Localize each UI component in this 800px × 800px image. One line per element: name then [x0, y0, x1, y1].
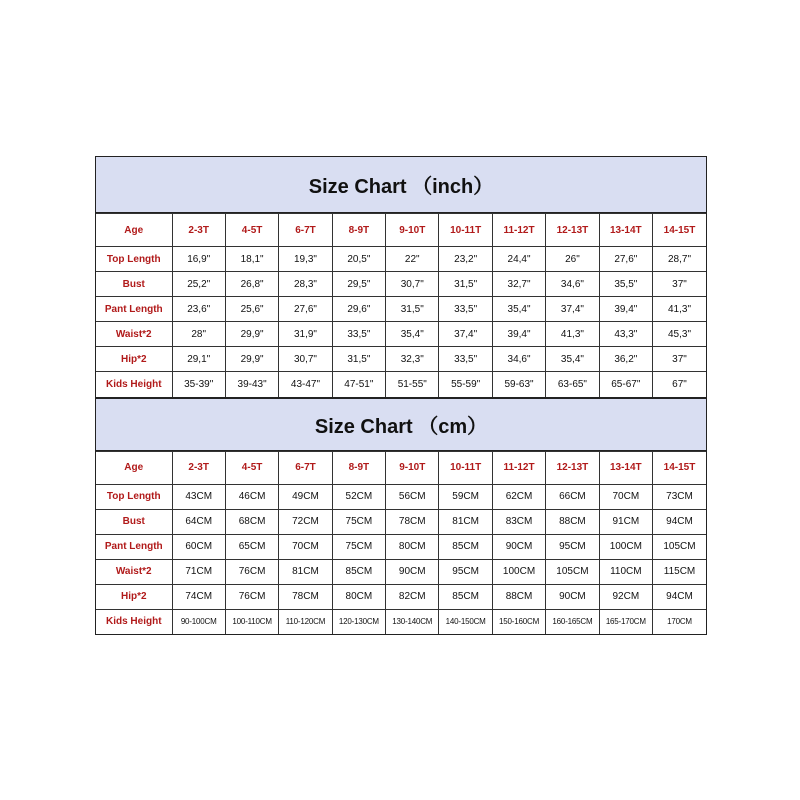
measurement-cell: 68CM [225, 509, 278, 534]
measurement-cell: 81CM [439, 509, 492, 534]
measurement-cell: 76CM [225, 559, 278, 584]
measurement-cell: 90CM [386, 559, 439, 584]
measurement-cell: 22" [386, 247, 439, 272]
measurement-cell: 25,6" [225, 297, 278, 322]
measurement-cell: 71CM [172, 559, 225, 584]
measurement-cell: 90CM [546, 584, 599, 609]
measurement-cell: 35-39" [172, 372, 225, 397]
measurement-cell: 39-43" [225, 372, 278, 397]
measurement-cell: 43,3" [599, 322, 652, 347]
table-row [96, 484, 706, 509]
size-header-cell: 14-15T [653, 214, 706, 247]
measurement-cell: 30,7" [279, 347, 332, 372]
measurement-cell: 65-67" [599, 372, 652, 397]
table-row [96, 372, 706, 397]
measurement-cell: 65CM [225, 534, 278, 559]
row-label-cell: Hip*2 [96, 584, 172, 609]
measurement-cell: 94CM [653, 584, 706, 609]
table-row [96, 584, 706, 609]
size-header-cell: 12-13T [546, 214, 599, 247]
measurement-cell: 18,1" [225, 247, 278, 272]
measurement-cell: 100CM [599, 534, 652, 559]
measurement-cell: 100CM [492, 559, 545, 584]
measurement-cell: 140-150CM [439, 609, 492, 634]
measurement-cell: 26" [546, 247, 599, 272]
measurement-cell: 75CM [332, 509, 385, 534]
measurement-cell: 28,7" [653, 247, 706, 272]
measurement-cell: 32,7" [492, 272, 545, 297]
measurement-cell: 100-110CM [225, 609, 278, 634]
measurement-cell: 27,6" [599, 247, 652, 272]
measurement-cell: 94CM [653, 509, 706, 534]
measurement-cell: 110CM [599, 559, 652, 584]
measurement-cell: 95CM [546, 534, 599, 559]
measurement-cell: 19,3" [279, 247, 332, 272]
measurement-cell: 39,4" [492, 322, 545, 347]
size-header-cell: 10-11T [439, 451, 492, 484]
measurement-cell: 170CM [653, 609, 706, 634]
measurement-cell: 66CM [546, 484, 599, 509]
measurement-cell: 37,4" [439, 322, 492, 347]
measurement-cell: 105CM [653, 534, 706, 559]
measurement-cell: 27,6" [279, 297, 332, 322]
measurement-cell: 41,3" [653, 297, 706, 322]
measurement-cell: 82CM [386, 584, 439, 609]
measurement-cell: 35,4" [492, 297, 545, 322]
measurement-cell: 62CM [492, 484, 545, 509]
size-header-cell: 13-14T [599, 214, 652, 247]
measurement-cell: 56CM [386, 484, 439, 509]
measurement-cell: 88CM [492, 584, 545, 609]
table-row [96, 347, 706, 372]
measurement-cell: 51-55" [386, 372, 439, 397]
measurement-cell: 88CM [546, 509, 599, 534]
measurement-cell: 43CM [172, 484, 225, 509]
measurement-cell: 25,2" [172, 272, 225, 297]
measurement-cell: 24,4" [492, 247, 545, 272]
measurement-cell: 30,7" [386, 272, 439, 297]
size-header-cell: 12-13T [546, 451, 599, 484]
measurement-cell: 39,4" [599, 297, 652, 322]
measurement-cell: 29,9" [225, 347, 278, 372]
measurement-cell: 120-130CM [332, 609, 385, 634]
row-label-cell: Pant Length [96, 297, 172, 322]
measurement-cell: 37,4" [546, 297, 599, 322]
measurement-cell: 90CM [492, 534, 545, 559]
age-header-cell: Age [96, 214, 172, 247]
measurement-cell: 83CM [492, 509, 545, 534]
measurement-cell: 55-59" [439, 372, 492, 397]
measurement-cell: 75CM [332, 534, 385, 559]
measurement-cell: 52CM [332, 484, 385, 509]
measurement-cell: 29,1" [172, 347, 225, 372]
measurement-cell: 150-160CM [492, 609, 545, 634]
size-header-cell: 2-3T [172, 214, 225, 247]
measurement-cell: 76CM [225, 584, 278, 609]
measurement-cell: 31,5" [332, 347, 385, 372]
age-header-cell: Age [96, 451, 172, 484]
inch-chart-title: Size Chart （inch） [96, 157, 706, 213]
row-label-cell: Kids Height [96, 609, 172, 634]
measurement-cell: 64CM [172, 509, 225, 534]
measurement-cell: 23,6" [172, 297, 225, 322]
measurement-cell: 72CM [279, 509, 332, 534]
measurement-cell: 63-65" [546, 372, 599, 397]
measurement-cell: 80CM [332, 584, 385, 609]
measurement-cell: 29,6" [332, 297, 385, 322]
cm-header-row [96, 451, 706, 484]
measurement-cell: 20,5" [332, 247, 385, 272]
measurement-cell: 37" [653, 347, 706, 372]
measurement-cell: 90-100CM [172, 609, 225, 634]
table-row [96, 609, 706, 634]
measurement-cell: 74CM [172, 584, 225, 609]
measurement-cell: 85CM [439, 584, 492, 609]
measurement-cell: 34,6" [546, 272, 599, 297]
measurement-cell: 31,9" [279, 322, 332, 347]
cm-chart-title: Size Chart （cm） [96, 397, 706, 451]
measurement-cell: 92CM [599, 584, 652, 609]
measurement-cell: 45,3" [653, 322, 706, 347]
measurement-cell: 59CM [439, 484, 492, 509]
size-header-cell: 6-7T [279, 214, 332, 247]
table-row [96, 534, 706, 559]
size-header-cell: 9-10T [386, 214, 439, 247]
measurement-cell: 46CM [225, 484, 278, 509]
measurement-cell: 31,5" [439, 272, 492, 297]
measurement-cell: 33,5" [439, 347, 492, 372]
row-label-cell: Pant Length [96, 534, 172, 559]
size-header-cell: 10-11T [439, 214, 492, 247]
size-chart-document [95, 156, 707, 635]
table-row [96, 322, 706, 347]
size-header-cell: 11-12T [492, 451, 545, 484]
size-header-cell: 8-9T [332, 214, 385, 247]
table-row [96, 247, 706, 272]
measurement-cell: 70CM [279, 534, 332, 559]
size-header-cell: 11-12T [492, 214, 545, 247]
row-label-cell: Kids Height [96, 372, 172, 397]
measurement-cell: 91CM [599, 509, 652, 534]
measurement-cell: 31,5" [386, 297, 439, 322]
size-header-cell: 4-5T [225, 214, 278, 247]
measurement-cell: 36,2" [599, 347, 652, 372]
size-header-cell: 6-7T [279, 451, 332, 484]
row-label-cell: Bust [96, 509, 172, 534]
measurement-cell: 37" [653, 272, 706, 297]
measurement-cell: 60CM [172, 534, 225, 559]
cm-size-table [96, 451, 706, 635]
measurement-cell: 73CM [653, 484, 706, 509]
size-header-cell: 13-14T [599, 451, 652, 484]
size-header-cell: 14-15T [653, 451, 706, 484]
measurement-cell: 110-120CM [279, 609, 332, 634]
measurement-cell: 105CM [546, 559, 599, 584]
measurement-cell: 33,5" [332, 322, 385, 347]
measurement-cell: 43-47" [279, 372, 332, 397]
measurement-cell: 28" [172, 322, 225, 347]
table-row [96, 272, 706, 297]
size-header-cell: 2-3T [172, 451, 225, 484]
inch-header-row [96, 214, 706, 247]
measurement-cell: 85CM [332, 559, 385, 584]
table-row [96, 559, 706, 584]
measurement-cell: 35,4" [386, 322, 439, 347]
measurement-cell: 29,9" [225, 322, 278, 347]
measurement-cell: 85CM [439, 534, 492, 559]
row-label-cell: Top Length [96, 247, 172, 272]
measurement-cell: 80CM [386, 534, 439, 559]
measurement-cell: 41,3" [546, 322, 599, 347]
size-header-cell: 8-9T [332, 451, 385, 484]
measurement-cell: 28,3" [279, 272, 332, 297]
measurement-cell: 26,8" [225, 272, 278, 297]
measurement-cell: 23,2" [439, 247, 492, 272]
measurement-cell: 33,5" [439, 297, 492, 322]
row-label-cell: Bust [96, 272, 172, 297]
measurement-cell: 49CM [279, 484, 332, 509]
measurement-cell: 130-140CM [386, 609, 439, 634]
row-label-cell: Waist*2 [96, 559, 172, 584]
inch-size-table [96, 213, 706, 397]
measurement-cell: 16,9" [172, 247, 225, 272]
measurement-cell: 35,4" [546, 347, 599, 372]
measurement-cell: 95CM [439, 559, 492, 584]
size-header-cell: 9-10T [386, 451, 439, 484]
measurement-cell: 35,5" [599, 272, 652, 297]
measurement-cell: 29,5" [332, 272, 385, 297]
measurement-cell: 47-51" [332, 372, 385, 397]
measurement-cell: 78CM [279, 584, 332, 609]
row-label-cell: Waist*2 [96, 322, 172, 347]
row-label-cell: Top Length [96, 484, 172, 509]
table-row [96, 509, 706, 534]
measurement-cell: 59-63" [492, 372, 545, 397]
measurement-cell: 81CM [279, 559, 332, 584]
measurement-cell: 67" [653, 372, 706, 397]
measurement-cell: 165-170CM [599, 609, 652, 634]
table-row [96, 297, 706, 322]
measurement-cell: 160-165CM [546, 609, 599, 634]
measurement-cell: 78CM [386, 509, 439, 534]
measurement-cell: 115CM [653, 559, 706, 584]
measurement-cell: 70CM [599, 484, 652, 509]
measurement-cell: 32,3" [386, 347, 439, 372]
size-header-cell: 4-5T [225, 451, 278, 484]
row-label-cell: Hip*2 [96, 347, 172, 372]
measurement-cell: 34,6" [492, 347, 545, 372]
